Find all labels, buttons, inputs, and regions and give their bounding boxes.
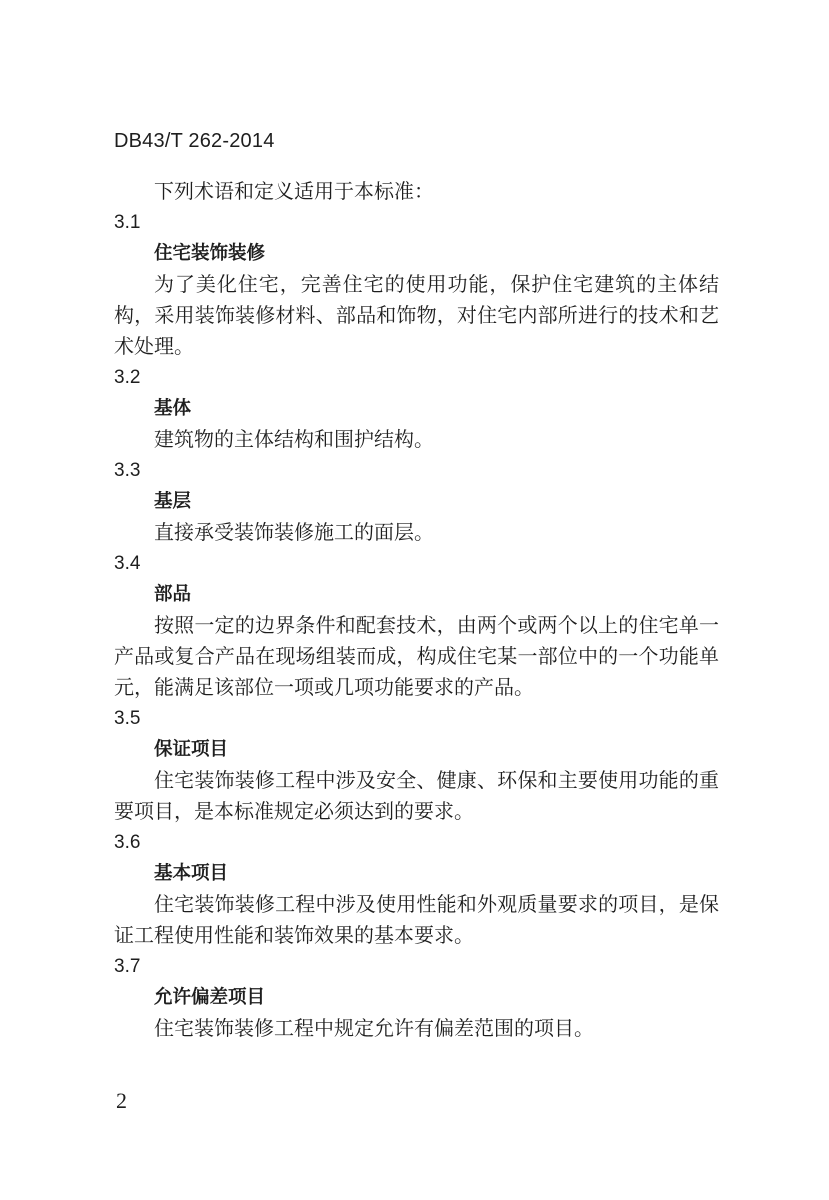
terms-section [114,176,719,1044]
term-title: 基体 [154,398,192,419]
term-3-2 [114,362,719,455]
term-title: 基层 [154,491,192,512]
term-title: 住宅装饰装修 [154,243,266,264]
term-number: 3.5 [114,708,141,729]
term-definition: 住宅装饰装修工程中涉及安全、健康、环保和主要使用功能的重要项目，是本标准规定必须达到的要求。 [114,768,719,823]
term-3-4 [114,548,719,703]
term-title: 基本项目 [154,863,229,884]
term-3-3 [114,455,719,548]
term-number: 3.2 [114,367,141,388]
term-number: 3.6 [114,832,141,853]
intro-paragraph: 下列术语和定义适用于本标准： [154,179,434,203]
term-3-7 [114,951,719,1044]
term-definition: 建筑物的主体结构和围护结构。 [154,427,434,451]
term-number: 3.4 [114,553,141,574]
page-number: 2 [116,1088,127,1113]
term-number: 3.3 [114,460,141,481]
term-title: 保证项目 [154,739,229,760]
term-3-1 [114,207,719,362]
term-3-6 [114,827,719,951]
term-definition: 住宅装饰装修工程中涉及使用性能和外观质量要求的项目，是保证工程使用性能和装饰效果的基本要求。 [114,892,719,947]
term-title: 部品 [154,584,192,605]
term-definition: 为了美化住宅，完善住宅的使用功能，保护住宅建筑的主体结构，采用装饰装修材料、部品和饰物，对住宅内部所进行的技术和艺术处理。 [114,272,719,358]
term-definition: 住宅装饰装修工程中规定允许有偏差范围的项目。 [154,1016,594,1040]
standard-code-header: DB43/T 262-2014 [114,130,275,152]
term-title: 允许偏差项目 [154,987,266,1008]
term-number: 3.7 [114,956,141,977]
term-3-5 [114,703,719,827]
term-definition: 按照一定的边界条件和配套技术，由两个或两个以上的住宅单一产品或复合产品在现场组装而成，构成住宅某一部位中的一个功能单元，能满足该部位一项或几项功能要求的产品。 [114,613,719,699]
term-number: 3.1 [114,212,141,233]
term-definition: 直接承受装饰装修施工的面层。 [154,520,434,544]
